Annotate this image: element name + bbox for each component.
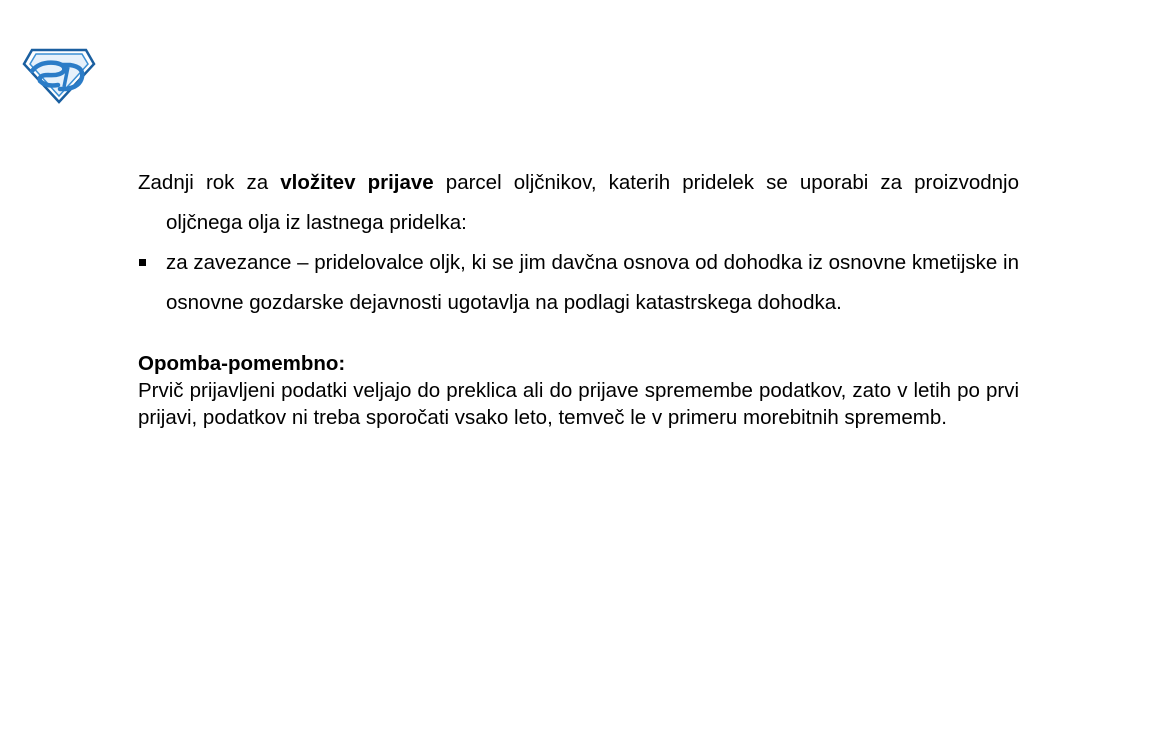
note-title: Opomba-pomembno:: [138, 352, 346, 375]
note-text: Prvič prijavljeni podatki veljajo do preklica ali do prijave spremembe podatkov, zato v letih po prvi prijavi, podatkov ni treba sporočati vsako leto, temveč le v primeru morebitnih sprememb.: [138, 379, 1019, 429]
document-body: [138, 163, 1019, 431]
deadline-lead: Zadnji rok za: [138, 171, 269, 194]
deadline-bold: vložitev prijave: [280, 171, 434, 194]
list-item: [138, 243, 1019, 323]
sd-logo-icon: [22, 47, 96, 105]
bullet-square-icon: [139, 259, 146, 266]
deadline-paragraph: [138, 163, 1019, 243]
note-block: [138, 350, 1019, 431]
deadline-rest: parcel oljčnikov, katerih pridelek se uporabi za proizvodnjo oljčnega olja iz lastnega pridelka:: [166, 171, 1019, 234]
list-item-text: za zavezance – pridelovalce oljk, ki se jim davčna osnova od dohodka iz osnovne kmetijske in osnovne gozdarske dejavnosti ugotavlja na podlagi katastrskega dohodka.: [166, 251, 1019, 314]
